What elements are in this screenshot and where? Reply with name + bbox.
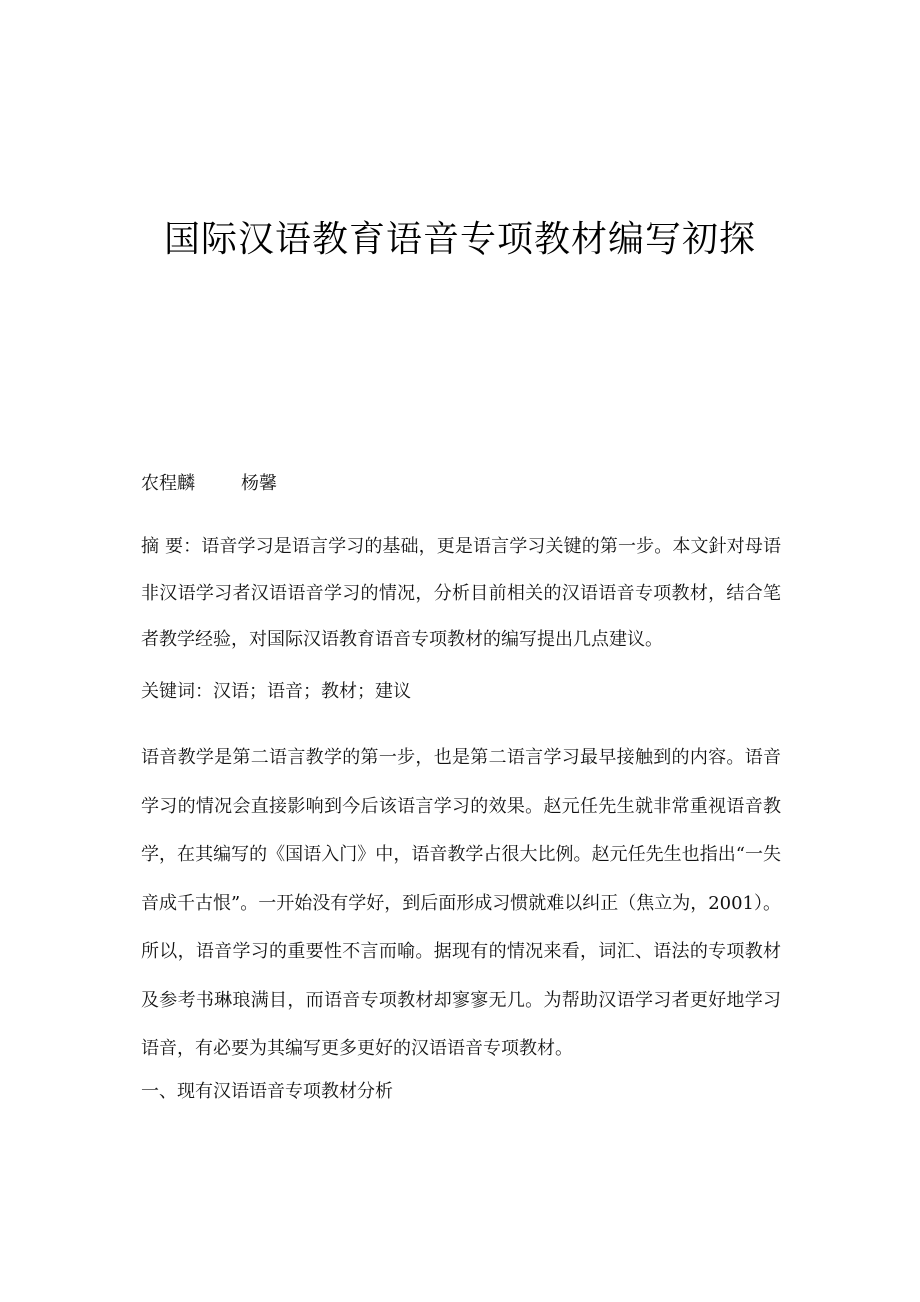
keywords-label: 关键词：: [141, 681, 213, 702]
section-heading: 一、现有汉语语音专项教材分析: [141, 1081, 393, 1102]
author-line: [141, 470, 781, 498]
abstract-text: 语音学习是语言学习的基础，更是语言学习关键的第一步。本文針对母语非汉语学习者汉语语音学习的情况，分析目前相关的汉语语音专项教材，结合笔者教学经验，对国际汉语教育语音专项教材的编写提出几点建议。: [141, 536, 781, 650]
author-name: 杨馨: [241, 473, 277, 494]
keywords-text: 汉语；语音；教材；建议: [213, 681, 411, 702]
abstract-paragraph: [141, 524, 781, 664]
keywords-line: [141, 678, 781, 706]
abstract-label: 摘 要：: [141, 536, 202, 557]
author-name: 农程麟: [141, 473, 195, 494]
document-title: 国际汉语教育语音专项教材编写初探: [163, 219, 756, 260]
intro-paragraph: 语音教学是第二语言教学的第一步，也是第二语言学习最早接触到的内容。语音学习的情况会直接影响到今后该语言学习的效果。赵元任先生就非常重视语音教学，在其编写的《国语入门》中，语音教学占很大比例。赵元任先生也指出“一失音成千古恨”。一开始没有学好，到后面形成习惯就难以纠正（焦立为，2001）。所以，语音学习的重要性不言而喻。据现有的情况来看，词汇、语法的专项教材及参考书琳琅满目，而语音专项教材却寥寥无几。为帮助汉语学习者更好地学习语音，有必要为其编写更多更好的汉语语音专项教材。: [141, 747, 782, 1059]
